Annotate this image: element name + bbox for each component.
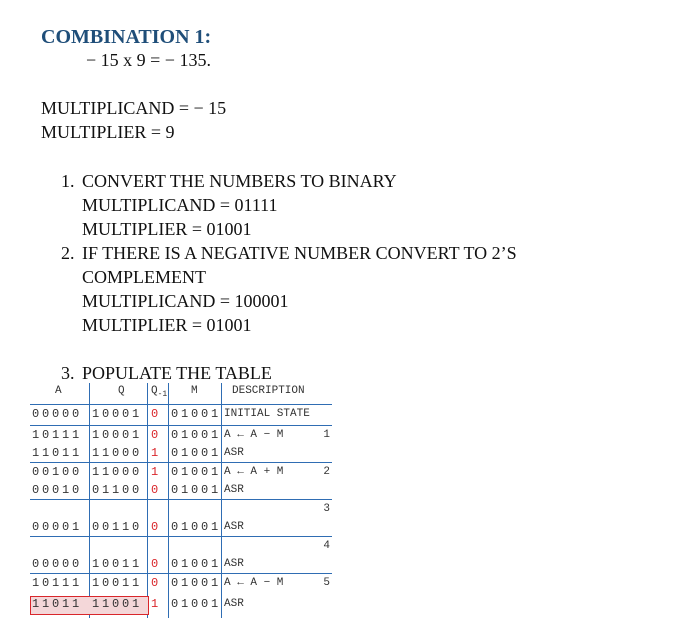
step-text: IF THERE IS A NEGATIVE NUMBER CONVERT TO 2’S [82,243,517,263]
table-row: 11011 11000 1 01001 ASR [32,446,244,460]
table-row: 10111 10001 0 01001 A ← A − M 1 [32,428,330,442]
header-m: M [191,385,198,397]
table-row: 00010 01100 0 01001 ASR [32,483,244,497]
equation: − 15 x 9 = − 135. [86,50,211,70]
step-text: MULTIPLICAND = 100001 [82,291,289,311]
step-text: COMPLEMENT [82,267,207,287]
step-number-1: 1. [61,171,75,191]
step-text: MULTIPLICAND = 01111 [82,195,278,215]
header-description: DESCRIPTION [232,385,305,397]
multiplicand-line: MULTIPLICAND = − 15 [41,98,227,118]
table-row: 00001 00110 0 01001 ASR [32,520,244,534]
table-row: 11011 11001 1 01001 ASR [32,597,244,611]
table-row: 3 [323,503,330,515]
multiplier-line: MULTIPLIER = 9 [41,122,175,142]
step-text: CONVERT THE NUMBERS TO BINARY [82,171,397,191]
step-number-3: 3. [61,363,75,383]
table-row: 00000 10001 0 01001 INITIAL STATE [32,407,310,421]
header-q: Q [118,385,125,397]
table-row: 00100 11000 1 01001 A ← A + M 2 [32,465,330,479]
table-row: 10111 10011 0 01001 A ← A − M 5 [32,576,330,590]
table-row: 4 [323,540,330,552]
step-text: POPULATE THE TABLE [82,363,272,383]
page-heading: COMBINATION 1: [41,26,212,48]
booth-multiplication-table [30,383,332,618]
step-text: MULTIPLIER = 01001 [82,315,252,335]
header-q-minus-1: $Q_{-1}$ [151,385,168,400]
step-text: MULTIPLIER = 01001 [82,219,252,239]
header-a: A [55,385,62,397]
table-row: 00000 10011 0 01001 ASR [32,557,244,571]
step-number-2: 2. [61,243,75,263]
